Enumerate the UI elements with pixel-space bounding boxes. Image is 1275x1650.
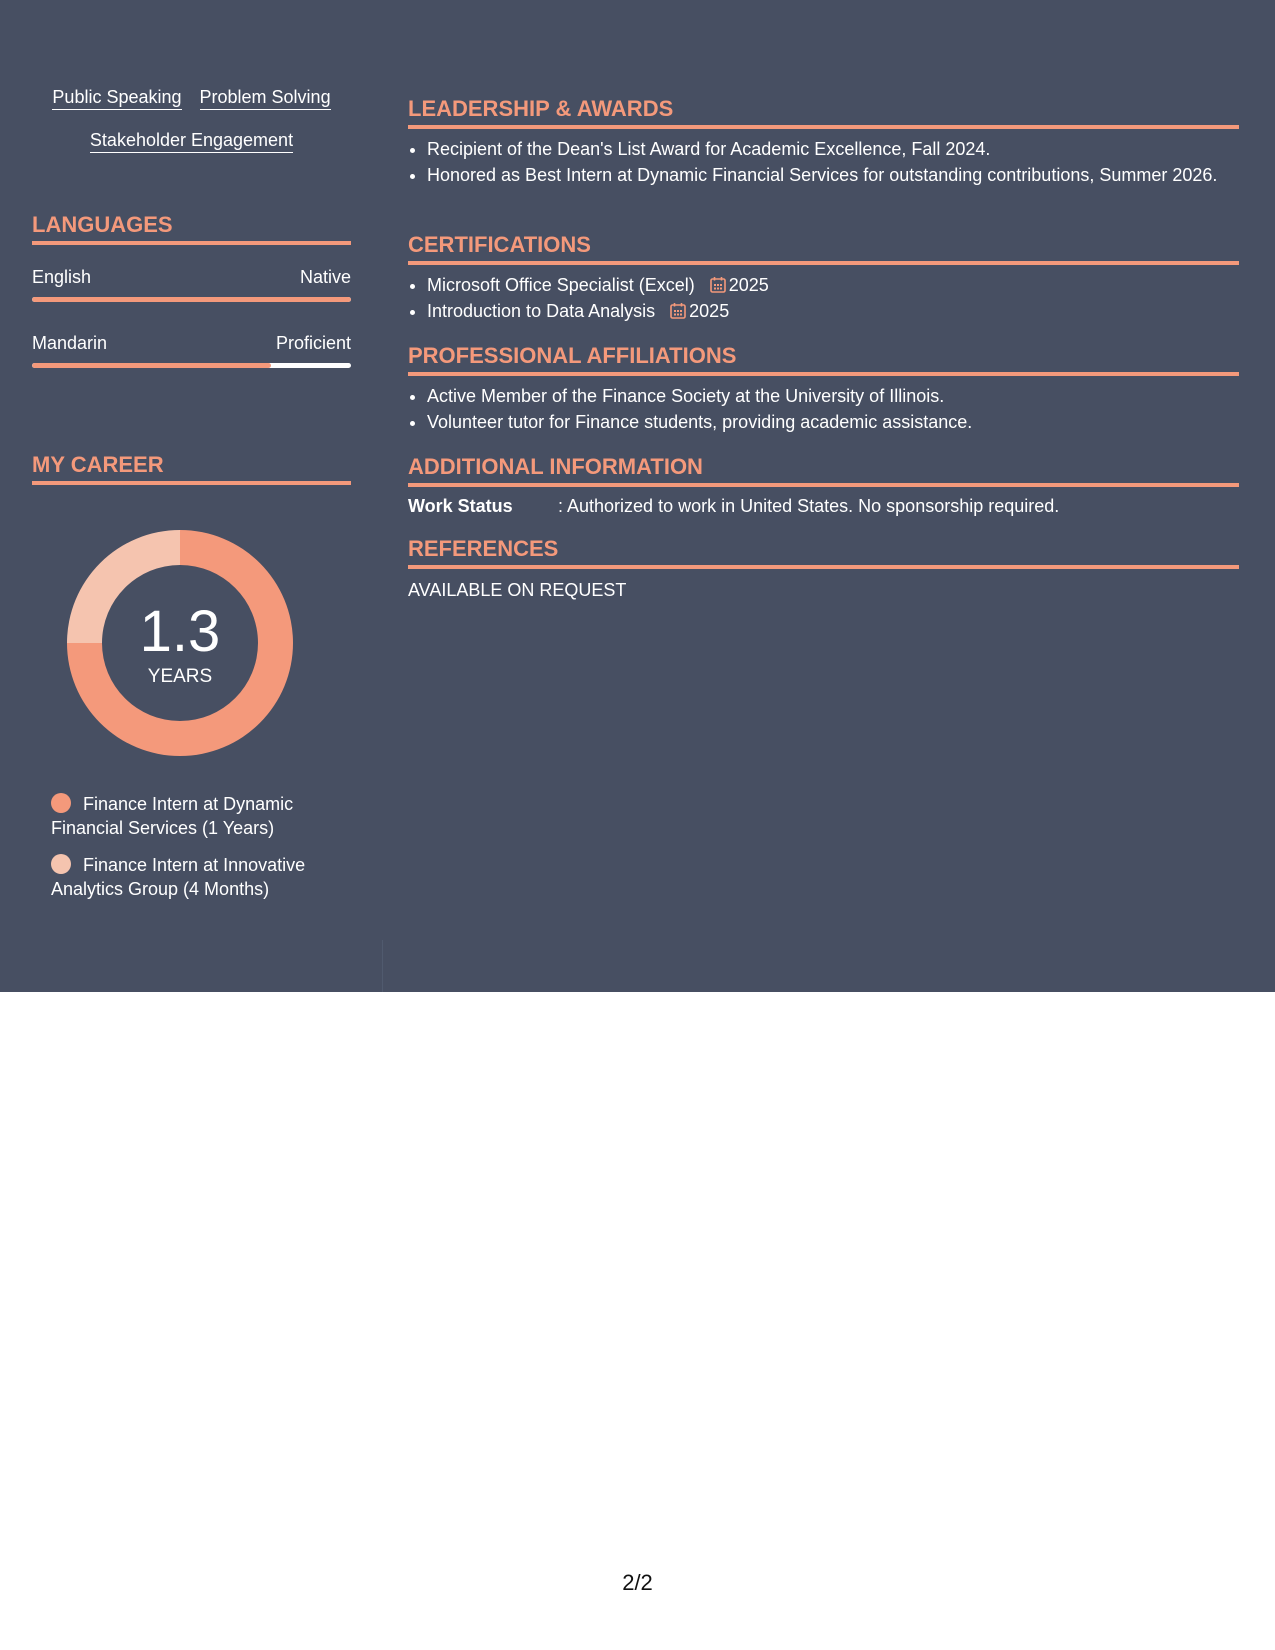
- list-item: • Active Member of the Finance Society at the University of Illinois.: [427, 384, 1239, 408]
- certifications-list: [408, 273, 1239, 323]
- language-name: Mandarin: [32, 333, 108, 353]
- languages-title: LANGUAGES: [32, 212, 351, 245]
- language-level-bar: [32, 297, 351, 302]
- work-status-label: Work Status: [408, 496, 513, 516]
- list-item: • Recipient of the Dean's List Award for Academic Excellence, Fall 2024.: [427, 137, 1239, 161]
- legend-label: Finance Intern at Dynamic Financial Services (1 Years): [51, 794, 294, 838]
- leadership-list: [408, 137, 1239, 187]
- career-years-unit: YEARS: [147, 666, 213, 687]
- skills-list: [32, 86, 351, 172]
- career-years-value: 1.3: [139, 599, 221, 664]
- skill-tag: Problem Solving: [200, 86, 331, 110]
- legend-item: [51, 792, 331, 840]
- language-level-fill: [32, 363, 271, 368]
- certification-year: 2025: [689, 301, 730, 321]
- career-title: MY CAREER: [32, 452, 351, 485]
- references-section: [408, 536, 1239, 602]
- skill-tag: Public Speaking: [52, 86, 181, 110]
- column-divider: [382, 940, 383, 992]
- career-legend: [51, 792, 331, 914]
- language-item: [32, 332, 351, 368]
- references-title: REFERENCES: [408, 536, 1239, 569]
- career-donut-chart: [67, 530, 293, 756]
- list-item: [427, 299, 1239, 323]
- list-item: • Honored as Best Intern at Dynamic Financial Services for outstanding contributions, Summer 2026.: [427, 163, 1239, 187]
- calendar-icon: [670, 302, 686, 319]
- references-text: AVAILABLE ON REQUEST: [408, 580, 627, 600]
- work-status-row: [408, 494, 1239, 518]
- affiliations-list: [408, 384, 1239, 434]
- calendar-icon: [710, 276, 726, 293]
- list-item: • Volunteer tutor for Finance students, providing academic assistance.: [427, 410, 1239, 434]
- affiliations-section: [408, 343, 1239, 436]
- language-item: [32, 266, 351, 302]
- page-number: 2/2: [622, 1570, 653, 1595]
- certifications-section: [408, 232, 1239, 325]
- legend-dot: [51, 793, 71, 813]
- language-level: Proficient: [275, 333, 351, 353]
- leadership-section: [408, 96, 1239, 189]
- legend-label: Finance Intern at Innovative Analytics Group (4 Months): [51, 855, 306, 899]
- certification-year: 2025: [728, 275, 769, 295]
- additional-info-title: ADDITIONAL INFORMATION: [408, 454, 1239, 487]
- language-level-bar: [32, 363, 351, 368]
- additional-info-section: [408, 454, 1239, 518]
- skill-tag: Stakeholder Engagement: [90, 129, 293, 153]
- certification-name: Microsoft Office Specialist (Excel): [427, 275, 695, 295]
- list-item: [427, 273, 1239, 297]
- languages-section: [32, 212, 351, 368]
- affiliations-title: PROFESSIONAL AFFILIATIONS: [408, 343, 1239, 376]
- language-name: English: [32, 267, 92, 287]
- career-section: [32, 452, 351, 899]
- certification-name: Introduction to Data Analysis: [427, 301, 656, 321]
- work-status-value: : Authorized to work in United States. No sponsorship required.: [558, 496, 1060, 516]
- legend-item: [51, 853, 331, 901]
- certifications-title: CERTIFICATIONS: [408, 232, 1239, 265]
- language-level-fill: [32, 297, 351, 302]
- legend-dot: [51, 854, 71, 874]
- language-level: Native: [299, 267, 351, 287]
- leadership-title: LEADERSHIP & AWARDS: [408, 96, 1239, 129]
